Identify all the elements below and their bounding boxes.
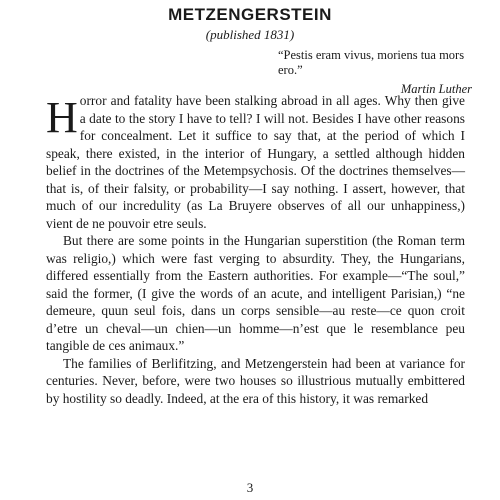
paragraph-1-text: orror and fatality have been stalking abroad in all ages. Why then give a date to the story I have to tell? I will not. Besides I have other reasons for concealment. Let it suffice to say that, at the period of which I speak, there existed, in the interior of Hungary, a settled although hidden belief in the doctrines of the Metempsychosis. Of the doctrines themselves—that is, of their falsity, or probability—I say nothing. I assert, however, that much of our incredulity (as La Bruyere observes of all our unhappiness,) vient de ne pouvoir etre seuls. bbox=[46, 93, 465, 231]
page-number: 3 bbox=[246, 480, 254, 495]
paragraph-1 bbox=[46, 92, 465, 232]
paragraph-2: But there are some points in the Hungarian superstition (the Roman term was religio,) which were fast verging to absurdity. They, the Hungarians, differed essentially from the Eastern authorities. For example—“The soul,” said the former, (I give the words of an acute, and intelligent Parisian,) “ne demeure, quun seul fois, dans un corps sensible—au reste—ce quon croit d’etre un cheval—un chien—un homme—n’est que le resemblance peu tangible de ces animaux.” bbox=[46, 233, 465, 353]
chapter-title: METZENGERSTEIN bbox=[168, 5, 332, 24]
story-text bbox=[46, 92, 465, 407]
publication-note: (published 1831) bbox=[205, 27, 295, 42]
paragraph-3: The families of Berlifitzing, and Metzengerstein had been at variance for centuries. Never, before, were two houses so illustrious mutually embittered by hostility so deadly. Indeed, at the era of this history, it was remarked bbox=[46, 355, 465, 406]
epigraph-quote: “Pestis eram vivus, moriens tua mors ero.” bbox=[278, 48, 465, 77]
epigraph-attribution: Martin Luther bbox=[400, 82, 472, 96]
drop-cap: H bbox=[46, 93, 78, 142]
